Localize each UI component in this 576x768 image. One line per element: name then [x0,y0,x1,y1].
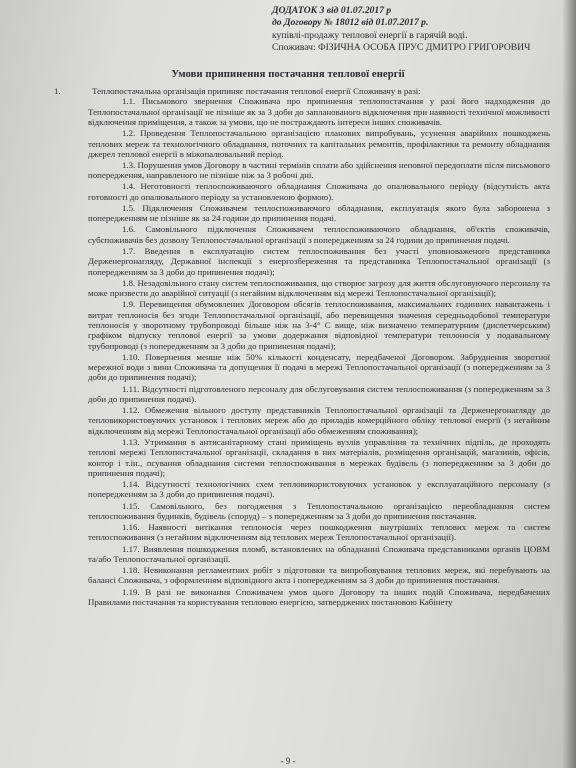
appendix-header [272,5,572,55]
page-number: - 9 - [280,756,296,766]
clause-1-8: 1.8. Незадовільного стану систем теплоспоживання, що створює загрозу для життя обслуговуючого персоналу та може призвести до аварійної ситуації (з негайним відключенням від мережі Теплопостачальної організації); [88,277,550,299]
clause-1-10: 1.10. Повернення менше ніж 50% кількості конденсату, передбаченої Договором. Забруднення зворотної мережної води з вини Споживача та допущення її подачі в мережі Теплопостачальної організації (з попередженням за 3 доби до припинення подачі); [88,351,550,383]
clause-1-14: 1.14. Відсутності технологічних схем тепловикористовуючих установок у експлуатаційного персоналу (з попередженням за 3 доби до припинення подачі). [88,479,550,500]
appendix-number: ДОДАТОК 3 від 01.07.2017 р [272,5,392,16]
intro-number: 1. [54,86,61,96]
clause-1-3: 1.3. Порушення умов Договору в частині термінів сплати або здійснення неповної передоплати після письмового попередження, направленого не пізніше ніж за 3 робочі дні. [88,160,550,181]
page-edge-shadow [562,0,576,768]
intro-text: Теплопостачальна організація припиняє постачання теплової енергії Споживачу в разі: [92,86,421,96]
clause-1-19: 1.19. В разі не виконання Споживачем умов цього Договору та інших подій Споживача, передбачених Правилами постачання та користування тепловою енергією, затверджених постановою Кабінету [88,586,550,607]
clause-1-15: 1.15. Самовільного, без погодження з Теплопостачальною організацією переобладнання систем теплоспоживання будинків, будівель (споруд) – з попередженням за 3 доби до припинення постачання. [88,500,550,521]
clause-1-13: 1.13. Утримання в антисанітарному стані приміщень вузлів управління та технічних підпіль, де проходять теплові мережі Теплопостачальної організації, складання в них матеріалів, розміщення організацій, магазинів, офісів, контор і т.ін., псування обладнання системи теплоспоживання в мережах будівель (з попередженням за 3 доби до припинення подачі); [88,436,550,478]
clause-1-7: 1.7. Введення в експлуатацію систем теплоспоживання без участі уповноваженого представника Держенергонагляду, Державної інспекції з енергозбереження та представника Теплопостачальної організації (з попередженням за 3 доби до припинення подачі); [88,245,550,277]
clause-1-1: 1.1. Письмового звернення Споживача про припинення теплопостачання у разі його надходження до Теплопостачальної організації не пізніше як за 3 доби до запланованого відключення при наявності технічної можливості відключення приміщення, а також за умови, що не постраждають інтереси інших споживачів. [88,96,550,128]
clause-1-17: 1.17. Виявлення пошкодження пломб, встановлених на обладнанні Споживача представниками органів ЦОВМ та/або Теплопостачальної організації. [88,543,550,564]
intro-paragraph [54,86,550,96]
consumer-name: Споживач: ФІЗИЧНА ОСОБА ПРУС ДМИТРО ГРИГОРОВИЧ [272,42,531,54]
contract-reference: до Договору № 18012 від 01.07.2017 р. [272,17,429,29]
contract-subject: купівлі-продажу теплової енергії в гарячій воді. [272,29,468,41]
clause-1-5: 1.5. Підключення Споживачем теплоспоживаючого обладнання, експлуатація якого була заборонена з попередженням не пізніше як за 24 години до припинення подачі. [88,202,550,224]
clause-1-16: 1.16. Наявності витікання теплоносія через пошкодження внутрішніх теплових мереж та систем теплоспоживання (з негайним відключенням від теплових мереж Теплопостачальної організації). [88,522,550,543]
clause-1-9: 1.9. Перевищення обумовлених Договором обсягів теплоспоживання, максимальних годинних навантажень і витрат теплоносія без згоди Теплопостачальної організації, або перевищення значення середньодобової температури теплоносія у зворотному трубопроводі більше ніж на 3-4° С вище, ніж визначено температурним (диспетчерським) графіком відпуску теплової енергії за умови додержання відповідної температури теплоносія у подавальному трубопроводі (з попередженням за 3 доби до припинення подачі); [88,299,550,351]
clause-1-4: 1.4. Неготовності теплоспоживаючого обладнання Споживача до опалювального періоду (відсутність акта готовності до опалювального періоду за установленою формою). [88,181,550,202]
clause-1-6: 1.6. Самовільного підключення Споживачем теплоспоживаючого обладнання, об'єктів споживачів, субспоживачів без дозволу Теплопостачальної організації з попередженням за 24 години до припинення подачі. [88,224,550,245]
clause-1-11: 1.11. Відсутності підготовленого персоналу для обслуговування систем теплоспоживання (з попередженням за 3 доби до припинення подачі). [88,383,550,404]
clause-1-2: 1.2. Проведення Теплопостачальною організацією планових випробувань, усунення аварійних пошкоджень теплових мереж та технологічного обладнання, поточних та капітальних ремонтів, профілактики та ремонту обладнання джерел теплової енергії в міжопалювальний період. [88,128,550,159]
clause-1-12: 1.12. Обмеження вільного доступу представників Теплопостачальної організації та Держенергонагляду до тепловикористовуючих установок і теплових мереж або до приладів комерційного обліку теплової енергії (з негайним відключенням від мережі Теплопостачальної організації або обмеженням споживання); [88,405,550,436]
document-body [54,86,550,608]
document-title: Умови припинення постачання теплової енергії [171,69,405,80]
clause-1-18: 1.18. Невиконання регламентних робіт з підготовки та випробовування теплових мереж, які перебувають на балансі Споживача, з оформленням відповідного акта і попередженням за 3 доби до припинення постачання. [88,565,550,586]
